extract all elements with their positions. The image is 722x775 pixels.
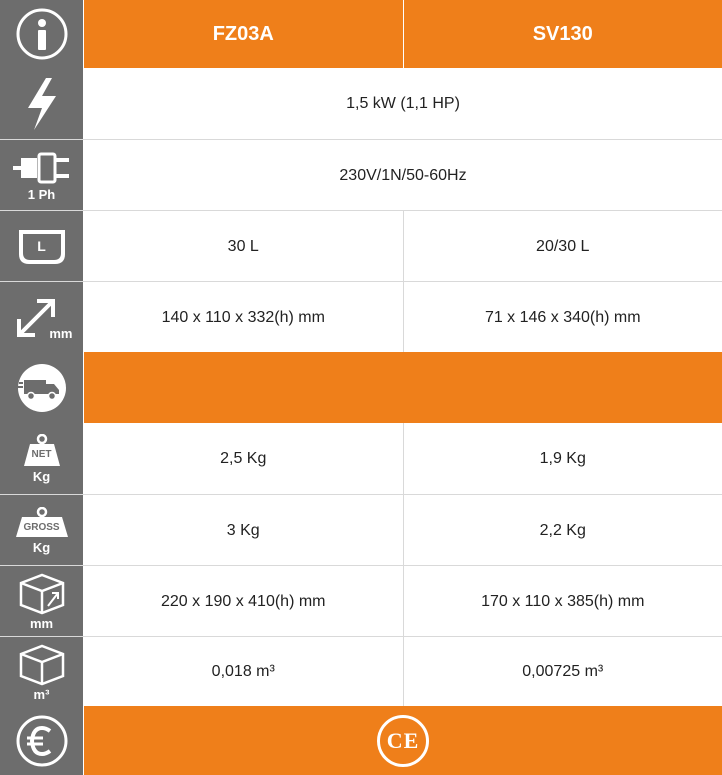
plug-icon [11,150,73,186]
euro-icon-cell [0,706,84,775]
shipping-row [0,352,722,423]
net-b: 1,9 Kg [403,423,722,494]
capacity-icon-cell [0,211,84,282]
header-row [0,0,722,68]
volume-icon-cell [0,637,84,707]
model-b-header: SV130 [403,0,722,68]
diagonal-arrow-icon [11,293,73,343]
capacity-a: 30 L [227,237,259,255]
gross-icon-cell [0,495,84,566]
supply-value: 230V/1N/50-60Hz [339,166,467,184]
shipping-band [84,352,722,423]
gross-icon-top-label: GROSS [23,522,60,533]
pack-dims-b: 170 x 110 x 385(h) mm [403,566,722,637]
supply-icon-label: 1 Ph [27,187,56,202]
supply-row [0,139,722,211]
pack-dims-icon-label: mm [29,616,54,631]
volume-b: 0,00725 m³ [403,637,722,707]
dimensions-a: 140 x 110 x 332(h) mm [161,308,325,326]
power-row [0,68,722,139]
net-weight-row [0,423,722,494]
net-a: 2,5 Kg [220,449,267,467]
net-icon-cell [0,423,84,494]
truck-icon [14,360,70,416]
power-icon-cell [0,68,84,139]
volume-row [0,636,722,707]
weight-icon [20,434,64,468]
gross-icon-label: Kg [32,540,51,555]
box-icon [17,644,67,686]
net-icon-top-label: NET [31,449,52,460]
dimensions-icon-label: mm [49,325,73,341]
lightning-icon [22,76,62,132]
footer-band [84,706,722,775]
euro-icon [14,713,70,769]
info-icon-cell [0,0,84,68]
info-icon [14,6,70,62]
dimensions-row [0,281,722,353]
shipping-icon-cell [0,352,84,423]
ce-mark-text: CE [386,727,420,753]
bowl-icon [13,226,71,268]
weight-icon [14,507,70,539]
gross-b: 2,2 Kg [403,495,722,566]
dimensions-icon-cell [0,282,84,353]
gross-a: 3 Kg [226,521,260,539]
supply-icon-cell [0,140,84,211]
pack-dimensions-row [0,565,722,637]
volume-a: 0,018 m³ [211,663,275,680]
gross-weight-row [0,494,722,566]
power-value: 1,5 kW (1,1 HP) [346,94,460,112]
capacity-icon-label: L [37,237,46,254]
capacity-row [0,210,722,282]
pack-dims-a: 220 x 190 x 410(h) mm [160,592,326,610]
model-a-header: FZ03A [84,0,403,68]
volume-icon-label: m³ [33,686,50,702]
pack-dims-icon-cell [0,566,84,637]
footer-row [0,706,722,775]
net-icon-label: Kg [32,469,51,484]
dimensions-b: 71 x 146 x 340(h) mm [403,282,722,353]
box-icon [17,573,67,615]
ce-mark-icon [377,715,429,767]
capacity-b: 20/30 L [403,211,722,282]
